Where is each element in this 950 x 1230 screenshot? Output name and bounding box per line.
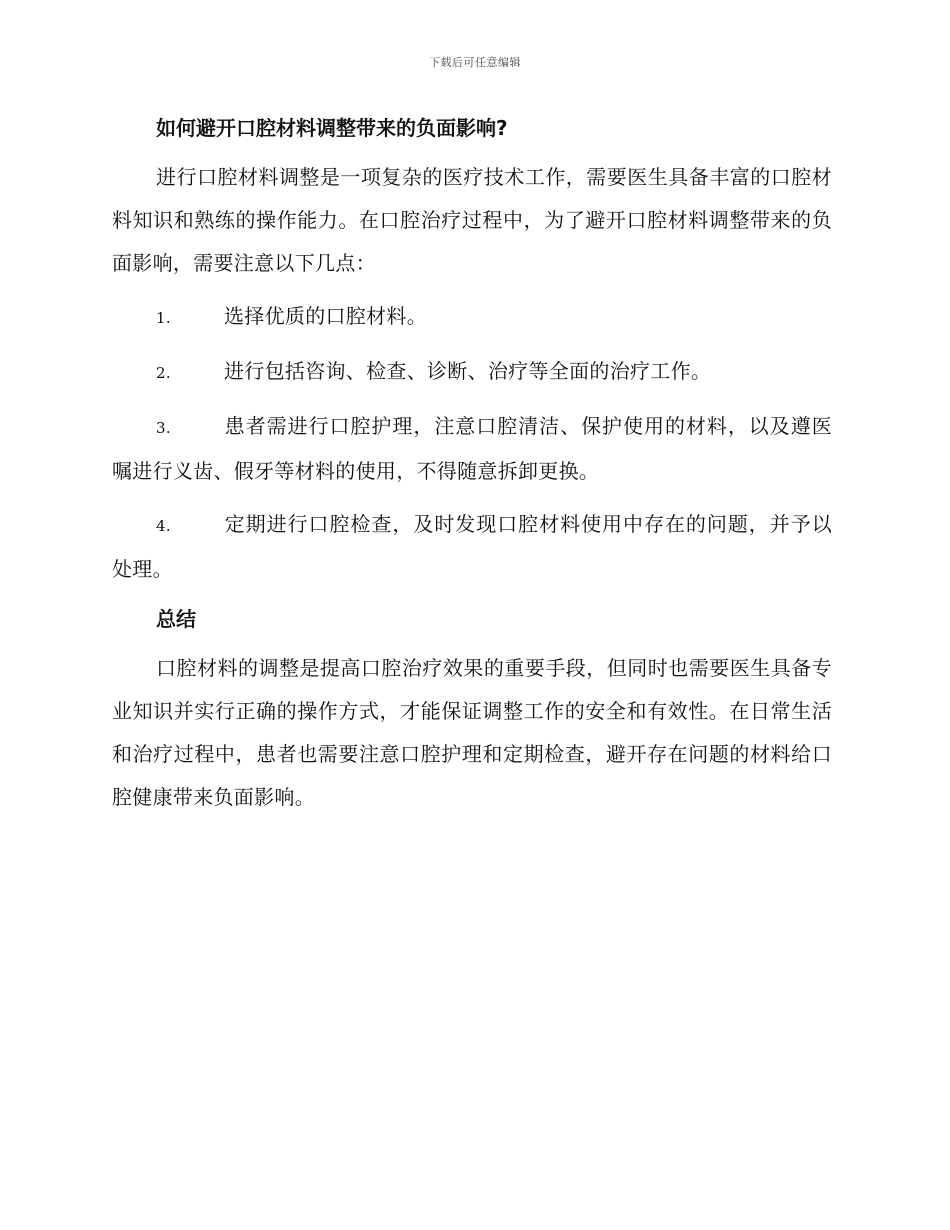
list-item xyxy=(112,405,832,493)
document-body xyxy=(112,110,832,819)
section-heading-avoid-negative-effects: 如何避开口腔材料调整带来的负面影响? xyxy=(156,116,508,140)
list-item-text: 选择优质的口腔材料。 xyxy=(224,304,427,328)
list-item-text: 患者需进行口腔护理，注意口腔清洁、保护使用的材料，以及遵医嘱进行义齿、假牙等材料的使用，不得随意拆卸更换。 xyxy=(112,414,832,483)
list-item-number: 4. xyxy=(156,517,171,535)
page-header: 下载后可任意编辑 xyxy=(429,56,521,69)
summary-paragraph: 口腔材料的调整是提高口腔治疗效果的重要手段，但同时也需要医生具备专业知识并实行正确的操作方式，才能保证调整工作的安全和有效性。在日常生活和治疗过程中，患者也需要注意口腔护理和定期检查，避开存在问题的材料给口腔健康带来负面影响。 xyxy=(112,656,832,809)
list-item xyxy=(112,503,832,591)
list-item-number: 1. xyxy=(156,309,171,327)
section-heading-summary: 总结 xyxy=(156,607,196,631)
list-item xyxy=(112,295,832,340)
intro-paragraph: 进行口腔材料调整是一项复杂的医疗技术工作，需要医生具备丰富的口腔材料知识和熟练的操作能力。在口腔治疗过程中，为了避开口腔材料调整带来的负面影响，需要注意以下几点： xyxy=(112,165,832,275)
list-item-number: 2. xyxy=(156,364,171,382)
list-item-text: 进行包括咨询、检查、诊断、治疗等全面的治疗工作。 xyxy=(224,359,712,383)
list-item xyxy=(112,350,832,395)
list-item-number: 3. xyxy=(156,419,171,437)
list-item-text: 定期进行口腔检查，及时发现口腔材料使用中存在的问题，并予以处理。 xyxy=(112,512,832,581)
